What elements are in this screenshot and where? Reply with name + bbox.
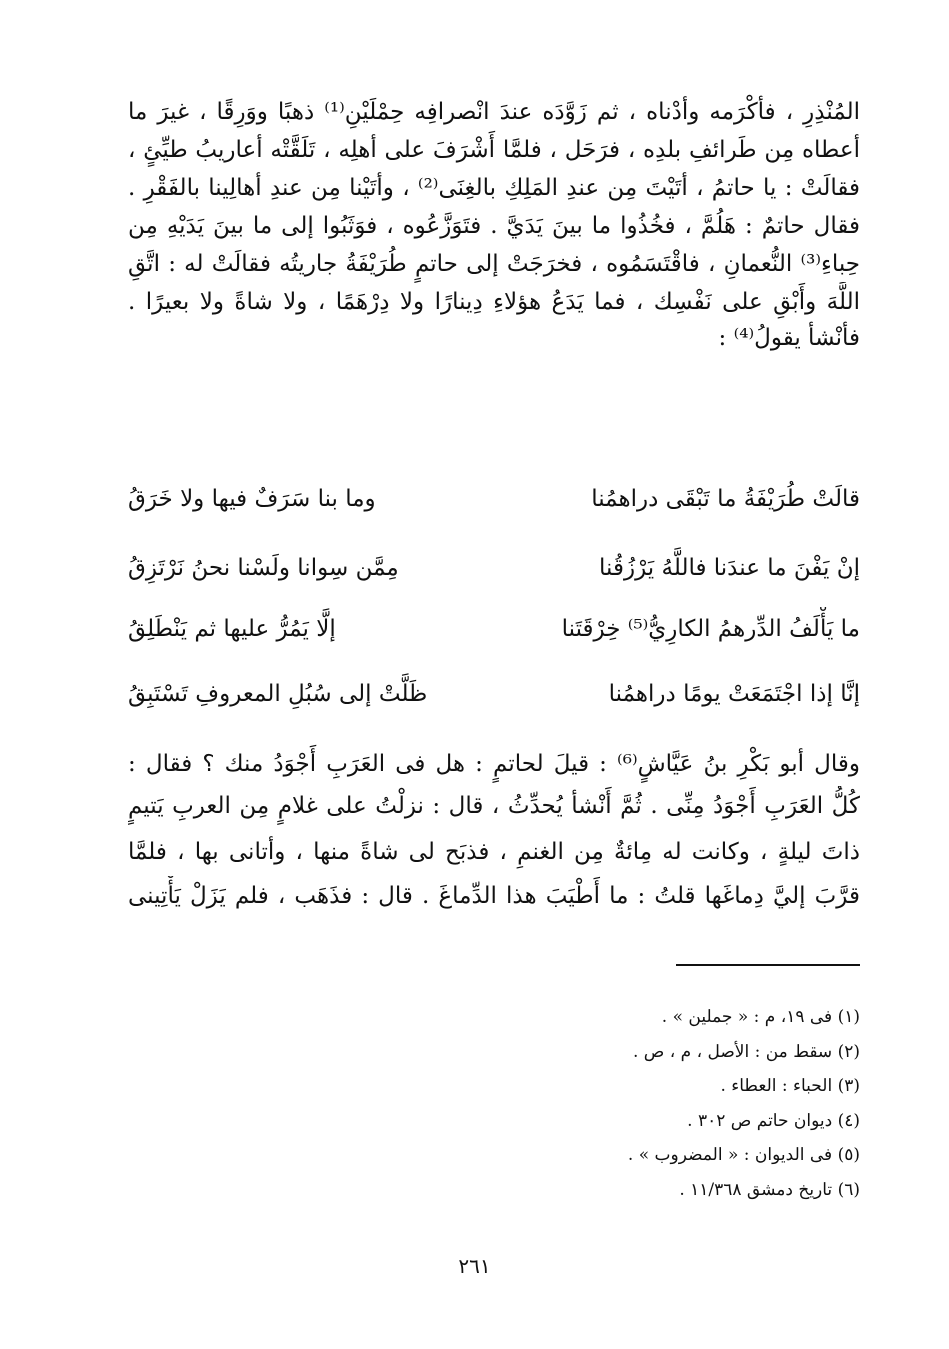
text-line: كُلُّ العَرَبِ أَجْوَدُ مِنِّى . ثُمَّ أَنْشأ يُحدِّثُ ، قال : نزلْتُ على غلامٍ مِن العربِ يَتيمٍ [128, 793, 860, 819]
footnote: (٣) الحباء : العطاء . [720, 1076, 860, 1096]
verse-line [128, 546, 860, 590]
text-line: فقال حاتمٌ : هَلُمَّ ، فخُذُوا ما بينَ يَدَيَّ . فتَوَزَّعُوه ، فوَثَبُوا إلى ما بينَ يَدَيْهِ مِن [128, 213, 860, 239]
verse-second-hemistich: وما بنا سَرَفٌ فيها ولا خَرَقُ [128, 486, 376, 512]
footnote: (٥) فى الديوان : « المضروب » . [627, 1145, 860, 1165]
verse-first-hemistich: إنَّا إذا اجْتَمَعَتْ يومًا دراهمُنا [608, 681, 860, 707]
text-line: حِباءِ⁽³⁾ النُّعمانِ ، فاقْتَسَمُوه ، فخرَجَتْ إلى حاتمٍ طُرَيْفَةُ جاريتُه فقالَتْ له : اتَّقِ [128, 251, 860, 277]
text-line: فأنْشأ يقولُ⁽⁴⁾ : [718, 325, 860, 351]
text-line: فقالَتْ : يا حاتمُ ، أتَيْتَ مِن عندِ المَلِكِ بالغِنَى⁽²⁾ ، وأتَيْنا مِن عندِ أهالِينا بالفَقْرِ . [128, 175, 860, 201]
text-line: أعطاه مِن طَرائفِ بلدِه ، فرَحَل ، فلمَّا أَشْرَفَ على أهلِه ، تَلَقَّتْه أعاريبُ طيِّئٍ ، [128, 137, 860, 163]
verse-second-hemistich: مِمَّن سِوانا ولَسْنا نحنُ نَرْتَزِقُ [128, 555, 399, 581]
verse-line [128, 672, 860, 716]
text-line: اللَّهَ وأَبْقِ على نَفْسِك ، فما يَدَعُ هؤلاءِ دِينارًا ولا دِرْهَمًا ، ولا شاةً ولا بعيرًا . [128, 289, 860, 315]
verse-line [128, 477, 860, 521]
text-line: وقال أبو بَكْرِ بنُ عَيَّاشٍ⁽⁶⁾ : قيلَ لحاتمٍ : هل فى العَرَبِ أَجْوَدُ منك ؟ فقال : [128, 751, 860, 777]
footnotes [128, 1000, 860, 1207]
footnote-separator [676, 964, 860, 966]
footnote: (١) فى ١٩، م : « جملين » . [661, 1007, 860, 1027]
verse-first-hemistich: قالَتْ طُرَيْفَةُ ما تَبْقَى دراهمُنا [591, 486, 860, 512]
verse-line [128, 607, 860, 651]
footnote: (٢) سقط من : الأصل ، م ، ص . [633, 1041, 860, 1062]
text-line: المُنْذِرِ ، فأكْرَمه وأدْناه ، ثم زَوَّدَه عندَ انْصرافِه حِمْلَيْنِ⁽¹⁾ ذهبًا ووَرِقًا ، غيرَ ما [128, 99, 860, 125]
verse-second-hemistich: ظَلَّتْ إلى سُبُلِ المعروفِ تَسْتَبِقُ [128, 681, 428, 707]
text-line: ذاتَ ليلةٍ ، وكانت له مِائةٌ مِن الغنمِ ، فذبَح لى شاةً منها ، وأتانى بها ، فلمَّا [128, 839, 860, 865]
verse-first-hemistich: إنْ يَفْنَ ما عندَنا فاللَّهُ يَرْزُقُنا [599, 555, 860, 581]
footnote: (٦) تاريخ دمشق ١١/٣٦٨ . [679, 1179, 860, 1200]
footnote: (٤) ديوان حاتم ص ٣٠٢ . [687, 1110, 860, 1131]
text-line: قرَّبَ إليَّ دِماغَها قلتُ : ما أَطْيَبَ هذا الدِّماغَ . قال : فذَهَب ، فلم يَزَلْ يَأْتِينى [128, 883, 860, 909]
verse-first-hemistich: ما يَأْلَفُ الدِّرهمُ الكارِيُّ⁽⁵⁾ خِرْقَتَنا [561, 616, 860, 642]
page-number: ٢٦١ [458, 1254, 491, 1278]
verse-second-hemistich: إلَّا يَمُرُّ عليها ثم يَنْطَلِقُ [128, 616, 336, 642]
